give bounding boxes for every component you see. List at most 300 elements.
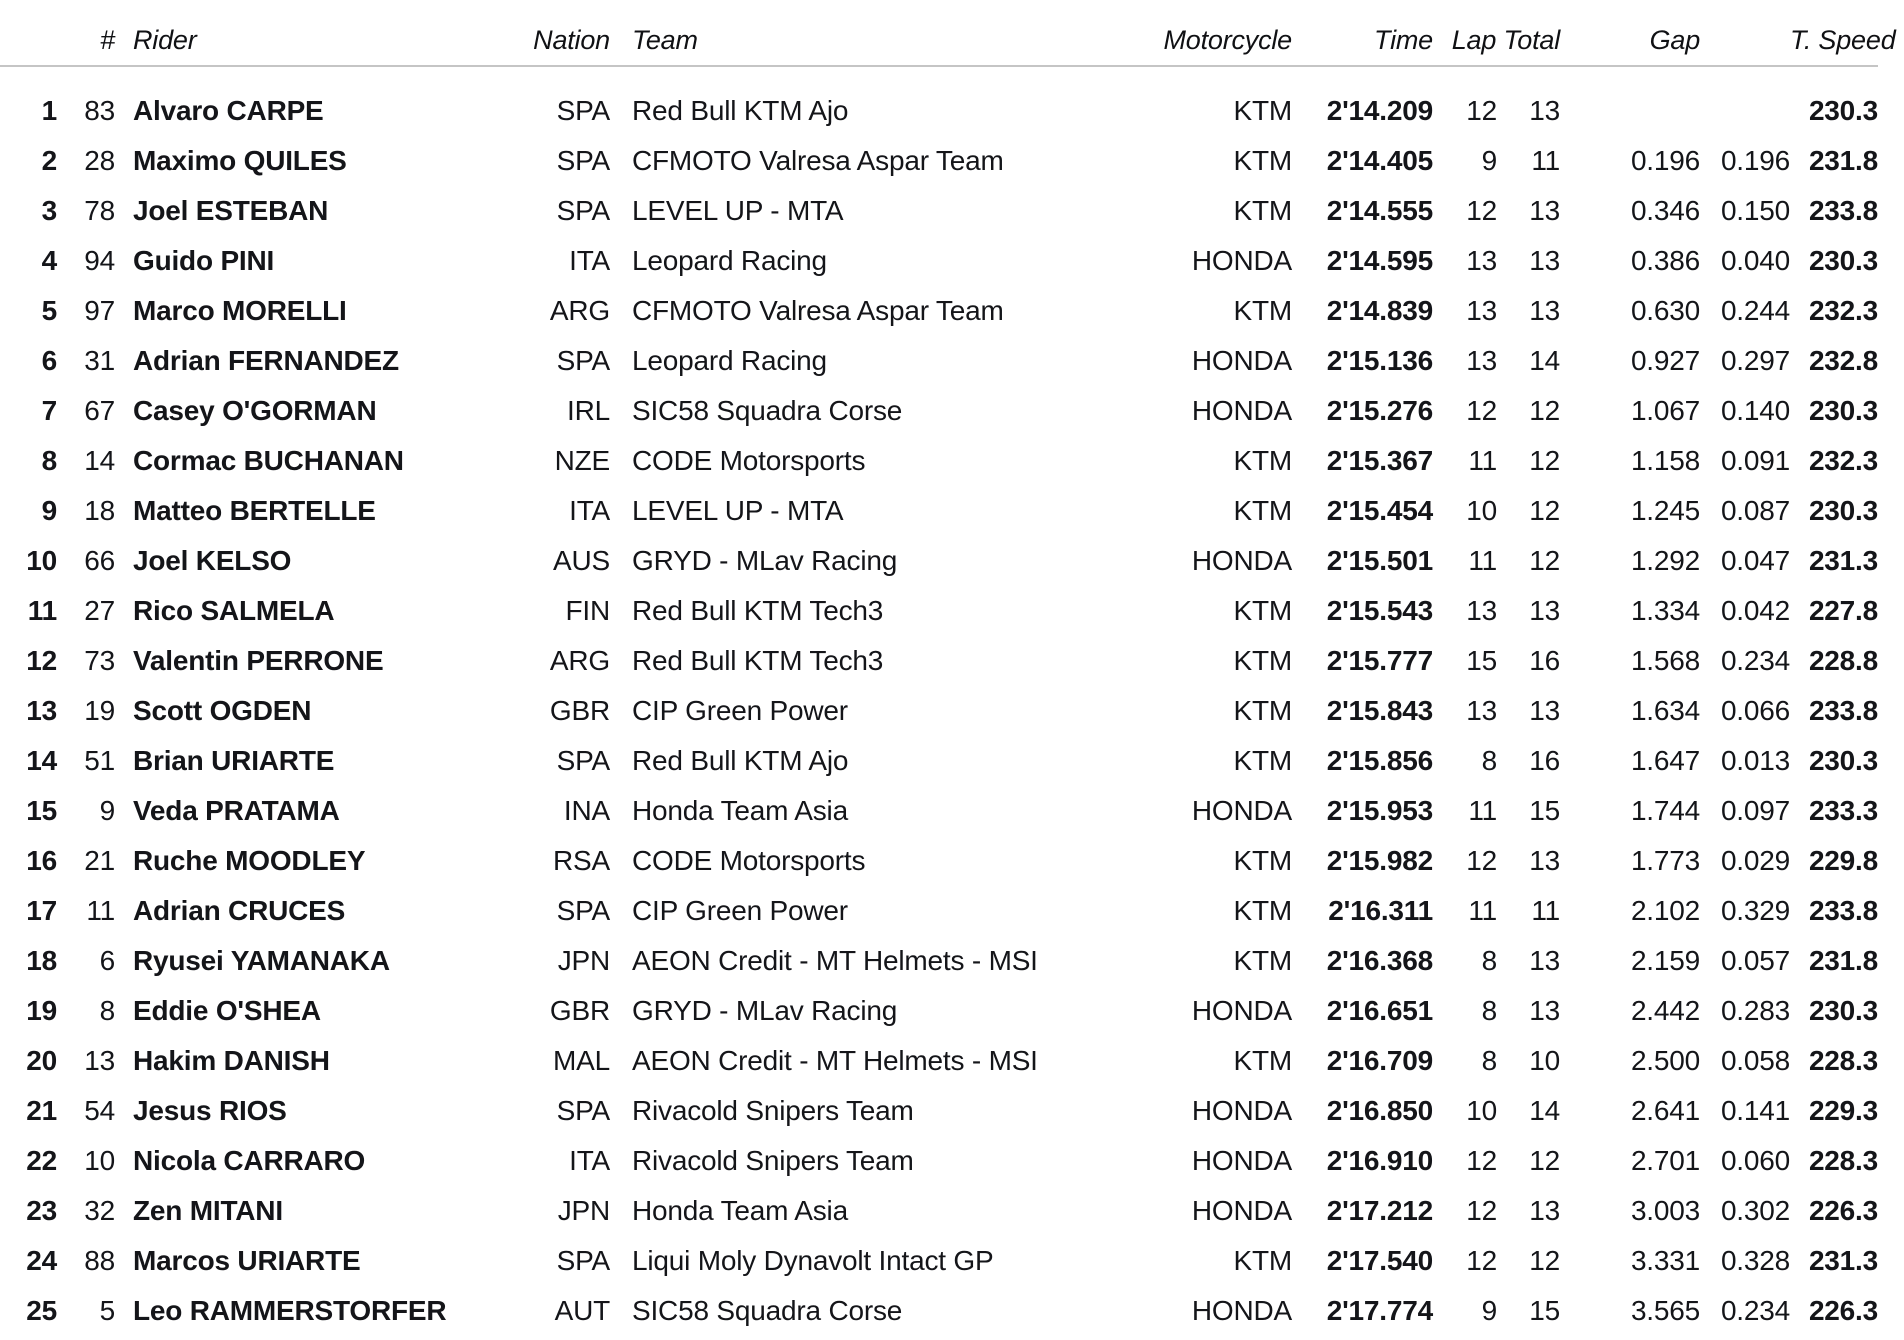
rank-cell: 19 [26,995,57,1026]
gap-first-cell: 1.334 [1630,595,1701,626]
gap-first-cell: 2.641 [1630,1095,1701,1126]
gap-prev-cell: 0.091 [1720,445,1791,476]
team-cell: SIC58 Squadra Corse [632,1295,903,1326]
table-row [0,836,1878,886]
nation-cell: SPA [556,195,610,226]
nation-cell: JPN [557,1195,610,1226]
time-cell: 2'15.843 [1326,695,1433,726]
number-cell: 32 [84,1195,115,1226]
top-speed-cell: 231.3 [1808,545,1879,576]
col-header-lap-total: Lap Total [1433,0,1560,66]
lap-cell: 11 [1468,545,1497,576]
nation-cell: AUS [553,545,610,576]
gap-prev-cell: 0.244 [1720,295,1791,326]
rank-cell: 13 [26,695,57,726]
team-cell: GRYD - MLav Racing [632,995,898,1026]
gap-prev-cell: 0.302 [1720,1195,1791,1226]
top-speed-cell: 233.8 [1808,895,1879,926]
time-cell: 2'17.540 [1326,1245,1433,1276]
gap-first-cell [1560,86,1700,136]
time-cell: 2'15.777 [1326,645,1433,676]
rider-cell: Brian URIARTE [133,745,335,776]
team-cell: SIC58 Squadra Corse [632,395,903,426]
total-cell: 13 [1529,1195,1561,1226]
time-cell: 2'16.311 [1328,895,1433,926]
total-cell: 12 [1529,495,1561,526]
time-cell: 2'15.454 [1326,495,1433,526]
gap-first-cell: 2.500 [1630,1045,1701,1076]
rider-cell: Leo RAMMERSTORFER [133,1295,447,1326]
gap-prev-cell: 0.196 [1720,145,1791,176]
gap-prev-cell: 0.140 [1720,395,1791,426]
results-body [0,66,1878,1336]
motorcycle-cell: KTM [1233,1245,1292,1276]
number-cell: 19 [84,695,115,726]
gap-prev-cell: 0.047 [1720,545,1791,576]
number-cell: 28 [84,145,115,176]
rider-cell: Marcos URIARTE [133,1245,361,1276]
nation-cell: NZE [554,445,610,476]
col-header-top-speed: T. Speed [1790,0,1878,66]
nation-cell: GBR [549,695,610,726]
gap-first-cell: 1.292 [1630,545,1701,576]
col-header-gap-prev [1700,0,1790,66]
rank-cell: 18 [26,945,57,976]
rider-cell: Veda PRATAMA [133,795,340,826]
motorcycle-cell: KTM [1233,845,1292,876]
motorcycle-cell: HONDA [1191,1295,1292,1326]
gap-prev-cell: 0.040 [1720,245,1791,276]
rank-cell: 16 [26,845,57,876]
nation-cell: GBR [549,995,610,1026]
lap-cell: 12 [1466,195,1497,226]
lap-cell: 13 [1466,595,1497,626]
gap-prev-cell: 0.297 [1720,345,1791,376]
nation-cell: SPA [556,95,610,126]
total-cell: 12 [1529,445,1561,476]
gap-prev-cell: 0.141 [1720,1095,1791,1126]
gap-first-cell: 0.346 [1630,195,1701,226]
motorcycle-cell: HONDA [1191,795,1292,826]
rank-cell: 2 [41,145,57,176]
team-cell: Rivacold Snipers Team [632,1145,914,1176]
team-cell: LEVEL UP - MTA [632,495,844,526]
gap-first-cell: 1.773 [1630,845,1701,876]
time-cell: 2'17.212 [1326,1195,1433,1226]
time-cell: 2'15.543 [1326,595,1433,626]
team-cell: CODE Motorsports [632,845,866,876]
time-cell: 2'14.595 [1326,245,1433,276]
table-row [0,986,1878,1036]
rank-cell: 24 [26,1245,57,1276]
team-cell: Red Bull KTM Ajo [632,95,849,126]
number-cell: 73 [84,645,115,676]
top-speed-cell: 232.3 [1808,445,1879,476]
number-cell: 27 [84,595,115,626]
top-speed-cell: 233.8 [1808,195,1879,226]
rider-cell: Adrian CRUCES [133,895,346,926]
total-cell: 13 [1529,245,1561,276]
total-cell: 15 [1529,1295,1561,1326]
nation-cell: FIN [565,595,610,626]
gap-prev-cell: 0.329 [1720,895,1791,926]
total-cell: 16 [1529,645,1561,676]
top-speed-cell: 229.8 [1808,845,1879,876]
table-row [0,586,1878,636]
col-header-motorcycle: Motorcycle [1070,0,1292,66]
motorcycle-cell: KTM [1233,745,1292,776]
rank-cell: 15 [26,795,57,826]
table-row [0,1036,1878,1086]
top-speed-cell: 226.3 [1808,1295,1879,1326]
table-row [0,1286,1878,1336]
table-row [0,436,1878,486]
rider-cell: Alvaro CARPE [133,95,324,126]
table-row [0,86,1878,136]
total-cell: 12 [1529,1145,1561,1176]
table-row [0,186,1878,236]
nation-cell: ARG [549,295,610,326]
rider-cell: Matteo BERTELLE [133,495,376,526]
motorcycle-cell: KTM [1233,945,1292,976]
motorcycle-cell: HONDA [1191,995,1292,1026]
number-cell: 21 [84,845,115,876]
rank-cell: 23 [26,1195,57,1226]
nation-cell: ARG [549,645,610,676]
nation-cell: MAL [553,1045,610,1076]
time-cell: 2'14.209 [1326,95,1433,126]
total-cell: 13 [1529,195,1561,226]
lap-cell: 10 [1466,495,1497,526]
nation-cell: SPA [556,1245,610,1276]
rider-cell: Rico SALMELA [133,595,335,626]
header-row [0,0,1878,66]
nation-cell: IRL [567,395,610,426]
rank-cell: 21 [26,1095,57,1126]
number-cell: 67 [84,395,115,426]
total-cell: 13 [1529,945,1561,976]
nation-cell: RSA [553,845,610,876]
lap-cell: 13 [1466,295,1497,326]
team-cell: AEON Credit - MT Helmets - MSI [632,1045,1038,1076]
rank-cell: 5 [41,295,57,326]
number-cell: 31 [84,345,115,376]
lap-cell: 12 [1466,845,1497,876]
gap-prev-cell: 0.087 [1720,495,1791,526]
total-cell: 13 [1529,845,1561,876]
time-cell: 2'14.405 [1326,145,1433,176]
rank-cell: 10 [26,545,57,576]
rank-cell: 3 [41,195,57,226]
top-speed-cell: 230.3 [1808,395,1879,426]
total-cell: 15 [1529,795,1561,826]
nation-cell: SPA [556,345,610,376]
gap-first-cell: 0.196 [1630,145,1701,176]
lap-cell: 11 [1468,795,1497,826]
rank-cell: 4 [41,245,57,276]
time-cell: 2'16.368 [1326,945,1433,976]
time-cell: 2'16.651 [1326,995,1433,1026]
top-speed-cell: 226.3 [1808,1195,1879,1226]
motorcycle-cell: KTM [1233,145,1292,176]
table-row [0,886,1878,936]
table-row [0,286,1878,336]
gap-prev-cell: 0.042 [1720,595,1791,626]
number-cell: 13 [84,1045,115,1076]
rider-cell: Joel KELSO [133,545,292,576]
lap-cell: 10 [1466,1095,1497,1126]
lap-cell: 13 [1466,695,1497,726]
number-cell: 9 [99,795,115,826]
top-speed-cell: 232.8 [1808,345,1879,376]
team-cell: CFMOTO Valresa Aspar Team [632,145,1004,176]
team-cell: Honda Team Asia [632,1195,848,1226]
gap-first-cell: 3.331 [1630,1245,1701,1276]
time-cell: 2'14.555 [1326,195,1433,226]
team-cell: AEON Credit - MT Helmets - MSI [632,945,1038,976]
gap-prev-cell: 0.097 [1720,795,1791,826]
motorcycle-cell: KTM [1233,645,1292,676]
rank-cell: 12 [26,645,57,676]
motorcycle-cell: KTM [1233,1045,1292,1076]
lap-cell: 8 [1481,745,1497,776]
team-cell: CIP Green Power [632,695,848,726]
total-cell: 13 [1529,595,1561,626]
nation-cell: SPA [556,1095,610,1126]
col-header-rider: Rider [115,0,517,66]
gap-prev-cell: 0.060 [1720,1145,1791,1176]
number-cell: 6 [99,945,115,976]
time-cell: 2'16.709 [1326,1045,1433,1076]
total-cell: 13 [1529,995,1561,1026]
motorcycle-cell: HONDA [1191,345,1292,376]
rider-cell: Jesus RIOS [133,1095,287,1126]
motorcycle-cell: HONDA [1191,545,1292,576]
team-cell: Liqui Moly Dynavolt Intact GP [632,1245,994,1276]
gap-first-cell: 1.245 [1630,495,1701,526]
time-cell: 2'15.276 [1326,395,1433,426]
team-cell: GRYD - MLav Racing [632,545,898,576]
gap-prev-cell: 0.013 [1720,745,1791,776]
time-cell: 2'16.850 [1326,1095,1433,1126]
total-cell: 12 [1529,1245,1561,1276]
gap-first-cell: 2.102 [1630,895,1701,926]
rider-cell: Ryusei YAMANAKA [133,945,390,976]
gap-first-cell: 1.158 [1630,445,1701,476]
motorcycle-cell: KTM [1233,895,1292,926]
team-cell: Red Bull KTM Tech3 [632,645,884,676]
gap-prev-cell: 0.057 [1720,945,1791,976]
lap-cell: 13 [1466,245,1497,276]
col-header-nation: Nation [517,0,610,66]
time-cell: 2'16.910 [1326,1145,1433,1176]
nation-cell: INA [563,795,610,826]
rider-cell: Eddie O'SHEA [133,995,321,1026]
time-cell: 2'15.136 [1326,345,1433,376]
time-cell: 2'14.839 [1326,295,1433,326]
nation-cell: SPA [556,745,610,776]
table-row [0,1086,1878,1136]
rank-cell: 22 [26,1145,57,1176]
time-cell: 2'15.367 [1326,445,1433,476]
number-cell: 97 [84,295,115,326]
number-cell: 51 [84,745,115,776]
gap-first-cell: 1.634 [1630,695,1701,726]
rider-cell: Ruche MOODLEY [133,845,366,876]
total-cell: 11 [1531,895,1561,926]
table-row [0,336,1878,386]
table-row [0,736,1878,786]
rider-cell: Guido PINI [133,245,275,276]
lap-cell: 12 [1466,95,1497,126]
top-speed-cell: 230.3 [1808,95,1879,126]
rider-cell: Hakim DANISH [133,1045,330,1076]
table-row [0,136,1878,186]
nation-cell: ITA [569,245,610,276]
col-header-time: Time [1292,0,1433,66]
gap-first-cell: 0.386 [1630,245,1701,276]
gap-first-cell: 1.067 [1630,395,1701,426]
lap-cell: 12 [1466,1145,1497,1176]
gap-first-cell: 2.442 [1630,995,1701,1026]
gap-first-cell: 3.003 [1630,1195,1701,1226]
gap-prev-cell: 0.066 [1720,695,1791,726]
team-cell: Rivacold Snipers Team [632,1095,914,1126]
table-row [0,236,1878,286]
gap-first-cell: 2.701 [1630,1145,1701,1176]
team-cell: Leopard Racing [632,345,827,376]
nation-cell: SPA [556,895,610,926]
total-cell: 11 [1531,145,1561,176]
number-cell: 78 [84,195,115,226]
gap-first-cell: 0.630 [1630,295,1701,326]
nation-cell: AUT [554,1295,610,1326]
rank-cell: 1 [41,95,57,126]
rider-cell: Cormac BUCHANAN [133,445,404,476]
table-row [0,636,1878,686]
motorcycle-cell: HONDA [1191,1145,1292,1176]
team-cell: CFMOTO Valresa Aspar Team [632,295,1004,326]
top-speed-cell: 230.3 [1808,495,1879,526]
gap-first-cell: 1.647 [1630,745,1701,776]
rank-cell: 17 [26,895,57,926]
table-row [0,386,1878,436]
table-row [0,536,1878,586]
number-cell: 18 [84,495,115,526]
motorcycle-cell: KTM [1233,695,1292,726]
rider-cell: Casey O'GORMAN [133,395,377,426]
col-header-rank [0,0,57,66]
number-cell: 11 [86,895,115,926]
total-cell: 14 [1529,345,1561,376]
top-speed-cell: 232.3 [1808,295,1879,326]
lap-cell: 8 [1481,945,1497,976]
gap-first-cell: 1.568 [1630,645,1701,676]
number-cell: 83 [84,95,115,126]
lap-cell: 11 [1468,445,1497,476]
gap-prev-cell: 0.328 [1720,1245,1791,1276]
team-cell: Leopard Racing [632,245,827,276]
rank-cell: 20 [26,1045,57,1076]
time-cell: 2'15.856 [1326,745,1433,776]
total-cell: 13 [1529,295,1561,326]
number-cell: 54 [84,1095,115,1126]
col-header-team: Team [610,0,1070,66]
team-cell: Red Bull KTM Ajo [632,745,849,776]
number-cell: 88 [84,1245,115,1276]
number-cell: 5 [99,1295,115,1326]
table-row [0,1136,1878,1186]
top-speed-cell: 228.3 [1808,1145,1879,1176]
table-row [0,1236,1878,1286]
gap-prev-cell: 0.150 [1720,195,1791,226]
total-cell: 12 [1529,395,1561,426]
time-cell: 2'15.982 [1326,845,1433,876]
top-speed-cell: 230.3 [1808,745,1879,776]
top-speed-cell: 230.3 [1808,245,1879,276]
table-row [0,686,1878,736]
gap-prev-cell: 0.029 [1720,845,1791,876]
lap-cell: 12 [1466,1195,1497,1226]
rank-cell: 14 [26,745,57,776]
nation-cell: ITA [569,1145,610,1176]
rank-cell: 9 [41,495,57,526]
total-cell: 16 [1529,745,1561,776]
motorcycle-cell: KTM [1233,95,1292,126]
gap-prev-cell: 0.058 [1720,1045,1791,1076]
lap-cell: 12 [1466,1245,1497,1276]
motorcycle-cell: KTM [1233,195,1292,226]
lap-cell: 15 [1466,645,1497,676]
rank-cell: 11 [27,595,57,626]
top-speed-cell: 231.8 [1808,945,1879,976]
col-header-gap: Gap [1560,0,1700,66]
top-speed-cell: 227.8 [1808,595,1879,626]
lap-cell: 11 [1468,895,1497,926]
gap-first-cell: 1.744 [1630,795,1701,826]
top-speed-cell: 228.3 [1808,1045,1879,1076]
total-cell: 10 [1529,1045,1561,1076]
motorcycle-cell: KTM [1233,495,1292,526]
lap-cell: 8 [1481,995,1497,1026]
number-cell: 10 [84,1145,115,1176]
rank-cell: 8 [41,445,57,476]
table-row [0,486,1878,536]
top-speed-cell: 231.3 [1808,1245,1879,1276]
nation-cell: SPA [556,145,610,176]
total-cell: 13 [1529,695,1561,726]
top-speed-cell: 229.3 [1808,1095,1879,1126]
rider-cell: Nicola CARRARO [133,1145,366,1176]
top-speed-cell: 230.3 [1808,995,1879,1026]
team-cell: CIP Green Power [632,895,848,926]
table-row [0,1186,1878,1236]
team-cell: LEVEL UP - MTA [632,195,844,226]
rider-cell: Maximo QUILES [133,145,347,176]
motorcycle-cell: HONDA [1191,395,1292,426]
number-cell: 94 [84,245,115,276]
gap-first-cell: 3.565 [1630,1295,1701,1326]
top-speed-cell: 228.8 [1808,645,1879,676]
rider-cell: Adrian FERNANDEZ [133,345,399,376]
nation-cell: JPN [557,945,610,976]
top-speed-cell: 233.8 [1808,695,1879,726]
number-cell: 8 [99,995,115,1026]
team-cell: Honda Team Asia [632,795,848,826]
time-cell: 2'15.953 [1326,795,1433,826]
rider-cell: Valentin PERRONE [133,645,384,676]
top-speed-cell: 233.3 [1808,795,1879,826]
